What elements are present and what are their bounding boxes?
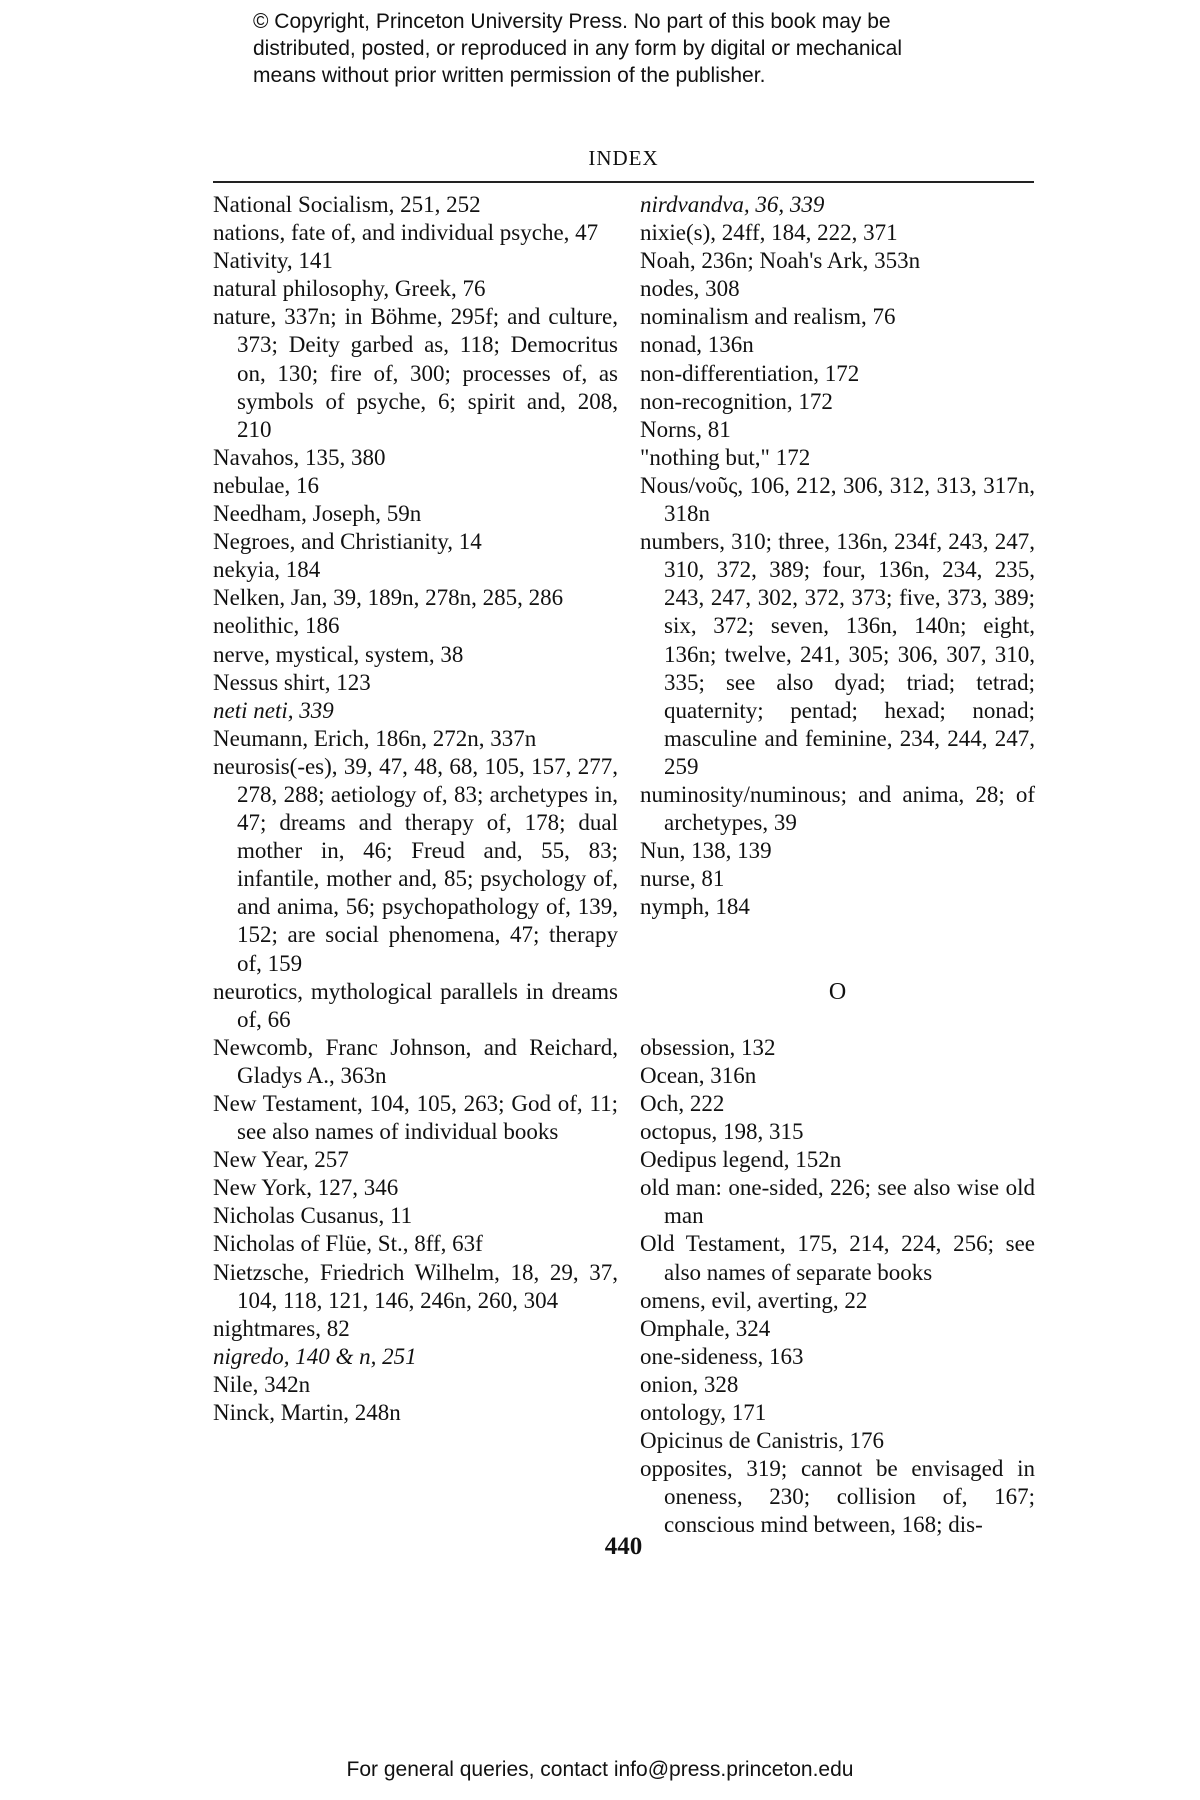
spacer [640,950,1035,978]
index-entry: nations, fate of, and individual psyche, 47 [213,220,599,246]
index-entry: Nun, 138, 139 [640,838,772,864]
index-entry: Nile, 342n [213,1371,311,1397]
copyright-line: means without prior written permission of the publisher. [253,64,766,87]
spacer [640,921,1035,949]
index-entry: Norns, 81 [640,416,731,442]
index-entry: Ninck, Martin, 248n [213,1400,401,1426]
index-entry: Och, 222 [640,1091,725,1116]
index-entry: old man: one-sided, 226; see also wise old man [640,1175,1035,1229]
index-entry: neurotics, mythological parallels in dreams of, 66 [213,978,618,1032]
index-entry: numinosity/numinous; and anima, 28; of archetypes, 39 [640,781,1035,836]
running-header: INDEX [588,146,659,170]
index-entry: omens, evil, averting, 22 [640,1287,868,1313]
index-entry: nature, 337n; in Böhme, 295f; and culture, 373; Deity garbed as, 118; Democritus on, 130; fire of, 300; processes of, as symbols of psyche, 6; spirit and, 208, 210 [213,304,618,442]
index-entry: natural philosophy, Greek, 76 [213,276,486,302]
index-entry: Noah, 236n; Noah's Ark, 353n [640,248,921,274]
index-entry: Old Testament, 175, 214, 224, 256; see also names of separate books [640,1231,1035,1285]
index-entry: octopus, 198, 315 [640,1119,804,1145]
index-entry: Omphale, 324 [640,1315,771,1341]
copyright-line: distributed, posted, or reproduced in any form by digital or mechanical [253,37,903,60]
index-entry: nixie(s), 24ff, 184, 222, 371 [640,220,898,246]
index-entry: obsession, 132 [640,1034,776,1060]
copyright-notice [253,8,1013,89]
index-entry: nymph, 184 [640,894,750,920]
index-entry: Nicholas Cusanus, 11 [213,1203,413,1229]
index-entry: nekyia, 184 [213,557,321,583]
index-entry: Needham, Joseph, 59n [213,501,422,527]
index-entry: Nessus shirt, 123 [213,669,371,695]
index-entry: New Testament, 104, 105, 263; God of, 11; see also names of individual books [213,1091,618,1145]
index-entry: "nothing but," 172 [640,444,811,470]
index-entry: onion, 328 [640,1371,739,1397]
index-entry: Neumann, Erich, 186n, 272n, 337n [213,725,537,751]
index-entry: nominalism and realism, 76 [640,304,896,330]
index-entry: Nelken, Jan, 39, 189n, 278n, 285, 286 [213,585,564,611]
index-entry: Navahos, 135, 380 [213,444,386,470]
index-entry: Oedipus legend, 152n [640,1147,842,1173]
index-entry: nigredo, 140 & n, 251 [213,1343,417,1369]
index-entry: Nicholas of Flüe, St., 8ff, 63f [213,1231,483,1257]
index-entry: Nativity, 141 [213,248,333,274]
section-letter: O [828,978,847,1005]
index-entry: Nous/νοῦς, 106, 212, 306, 312, 313, 317n, 318n [640,472,1035,527]
index-entry: neolithic, 186 [213,613,340,639]
index-entry: New York, 127, 346 [213,1175,399,1201]
index-entry: neti neti, 339 [213,697,334,723]
index-entry: one-sideness, 163 [640,1343,804,1369]
index-entry: Opicinus de Canistris, 176 [640,1428,885,1454]
index-entry: National Socialism, 251, 252 [213,192,481,217]
index-entry: ontology, 171 [640,1400,767,1426]
index-entry: non-recognition, 172 [640,388,833,414]
copyright-line: © Copyright, Princeton University Press. No part of this book may be [253,10,891,33]
page-number: 440 [604,1533,643,1560]
index-entry: Negroes, and Christianity, 14 [213,529,482,555]
index-entry: neurosis(-es), 39, 47, 48, 68, 105, 157, 277, 278, 288; aetiology of, 83; archetypes in, 47; dreams and therapy of, 178; dual mother in, 46; Freud and, 55, 83; infantile, mother and, 85; psychology of, and anima, 56; psychopathology of, 139, 152; are social phenomena, 47; therapy of, 159 [213,753,618,976]
index-entry: nurse, 81 [640,866,725,892]
index-entry: opposites, 319; cannot be envisaged in oneness, 230; collision of, 167; conscious mind between, 168; dis- [640,1456,1035,1538]
index-column-right [640,191,1035,1540]
index-entry: New Year, 257 [213,1147,349,1173]
footer-contact: For general queries, contact info@press.princeton.edu [346,1758,854,1781]
index-column-left [213,191,618,1427]
index-entry: Newcomb, Franc Johnson, and Reichard, Gladys A., 363n [213,1034,618,1088]
index-entry: numbers, 310; three, 136n, 234f, 243, 247, 310, 372, 389; four, 136n, 234, 235, 243, 247, 302, 372, 373; five, 373, 389; six, 372; seven, 136n, 140n; eight, 136n; twelve, 241, 305; 306, 307, 310, 335; see also dyad; triad; tetrad; quaternity; pentad; hexad; nonad; masculine and feminine, 234, 244, 247, 259 [640,529,1035,779]
index-entry: nodes, 308 [640,276,740,302]
index-entry: nebulae, 16 [213,472,320,498]
index-entry: nonad, 136n [640,332,754,358]
index-entry: nirdvandva, 36, 339 [640,192,825,217]
index-entry: nightmares, 82 [213,1315,350,1341]
index-entry: Nietzsche, Friedrich Wilhelm, 18, 29, 37, 104, 118, 121, 146, 246n, 260, 304 [213,1259,618,1313]
index-entry: nerve, mystical, system, 38 [213,641,464,667]
header-rule [213,181,1034,183]
spacer [640,1006,1035,1034]
index-entry: non-differentiation, 172 [640,360,860,386]
index-entry: Ocean, 316n [640,1062,757,1088]
